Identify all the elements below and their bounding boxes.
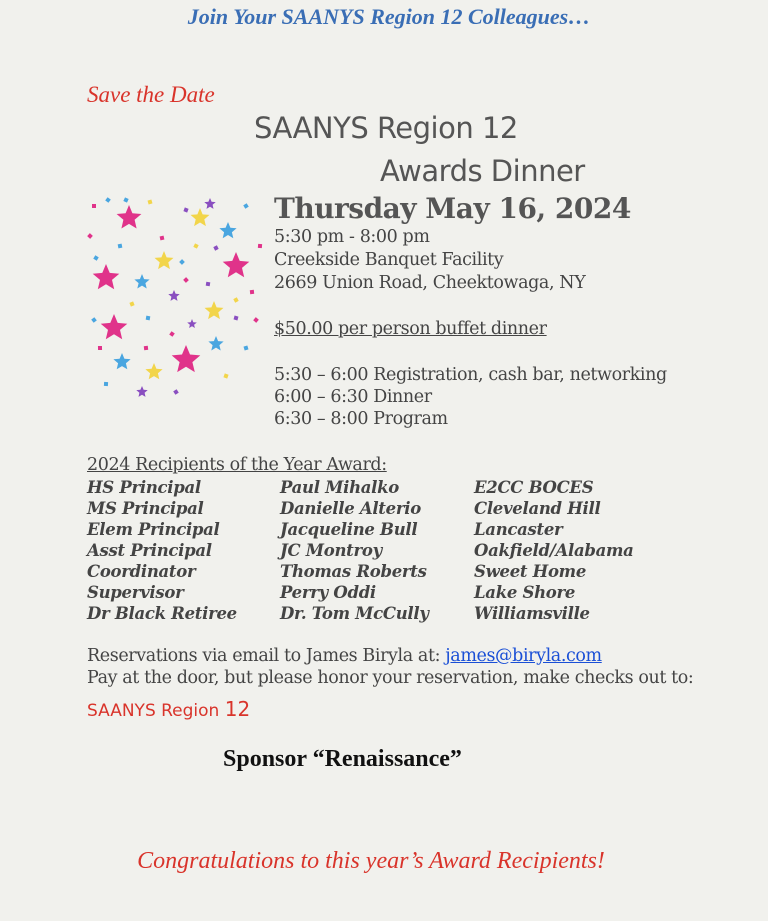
star-icon — [187, 319, 197, 328]
confetti-dot — [104, 382, 108, 386]
confetti-dot — [93, 255, 98, 260]
confetti-dot — [258, 244, 262, 248]
star-icon — [113, 353, 130, 369]
recipients-table — [87, 477, 634, 624]
star-icon — [168, 290, 179, 301]
confetti-dot — [144, 346, 148, 350]
confetti-dot — [234, 316, 239, 321]
event-title-line1: SAANYS Region 12 — [254, 111, 518, 145]
payee-number: 12 — [224, 697, 251, 721]
star-icon — [145, 363, 162, 379]
recipient-org: E2CC BOCES — [474, 478, 594, 497]
recipient-org: Cleveland Hill — [474, 499, 601, 518]
confetti-dot — [87, 233, 93, 239]
confetti-dot — [123, 197, 128, 202]
recipient-org: Lancaster — [474, 520, 563, 539]
recipient-name: Jacqueline Bull — [280, 520, 418, 539]
event-venue: Creekside Banquet Facility — [274, 250, 504, 270]
join-heading: Join Your SAANYS Region 12 Colleagues… — [187, 4, 591, 29]
recipient-org: Williamsville — [474, 604, 590, 623]
confetti-dot — [129, 301, 134, 306]
star-icon — [223, 252, 250, 277]
congratulations-footer: Congratulations to this year’s Award Recipients! — [137, 848, 605, 874]
schedule-item: 6:00 – 6:30 Dinner — [274, 387, 432, 407]
confetti-dot — [223, 373, 228, 378]
recipient-role: Coordinator — [87, 562, 196, 581]
save-the-date: Save the Date — [87, 82, 215, 107]
star-icon — [93, 264, 120, 289]
recipient-name: Paul Mihalko — [280, 478, 399, 497]
confetti-dot — [98, 346, 102, 350]
confetti-stars-image — [84, 186, 264, 401]
table-row — [87, 561, 634, 582]
recipient-org: Lake Shore — [474, 583, 576, 602]
recipient-role: HS Principal — [87, 478, 201, 497]
recipient-org: Oakfield/Alabama — [474, 541, 634, 560]
confetti-dot — [169, 331, 175, 337]
recipient-name: Perry Oddi — [280, 583, 376, 602]
star-icon — [134, 274, 149, 289]
table-row — [87, 477, 634, 498]
payee — [87, 697, 250, 721]
recipient-role: Dr Black Retiree — [87, 604, 237, 623]
confetti-dot — [213, 245, 218, 250]
confetti-dot — [183, 207, 188, 212]
confetti-dot — [173, 389, 179, 395]
confetti-dot — [250, 290, 254, 294]
email-link[interactable]: james@biryla.com — [445, 646, 602, 666]
sponsor-heading: Sponsor “Renaissance” — [223, 746, 462, 772]
star-icon — [155, 251, 174, 269]
star-icon — [101, 314, 128, 339]
star-icon — [117, 205, 142, 229]
reservations-line — [87, 646, 602, 666]
schedule-item: 6:30 – 8:00 Program — [274, 409, 448, 429]
recipient-role: Elem Principal — [87, 520, 220, 539]
recipient-name: JC Montroy — [280, 541, 382, 560]
table-row — [87, 519, 634, 540]
confetti-dot — [233, 297, 238, 302]
table-row — [87, 540, 634, 561]
recipient-org: Sweet Home — [474, 562, 587, 581]
star-icon — [136, 386, 147, 397]
recipient-name: Thomas Roberts — [280, 562, 427, 581]
confetti-dot — [160, 236, 165, 241]
table-row — [87, 603, 634, 624]
star-icon — [191, 208, 210, 226]
event-date: Thursday May 16, 2024 — [274, 192, 631, 225]
confetti-dot — [253, 317, 259, 323]
recipient-role: Asst Principal — [87, 541, 212, 560]
star-icon — [205, 301, 224, 319]
payee-text: SAANYS Region — [87, 701, 225, 721]
confetti-dot — [92, 204, 96, 208]
reservations-text: Reservations via email to James Biryla at: — [87, 646, 446, 666]
table-row — [87, 582, 634, 603]
confetti-dot — [91, 317, 97, 323]
confetti-dot — [148, 200, 153, 205]
confetti-dot — [105, 197, 111, 203]
confetti-dot — [206, 282, 211, 287]
star-icon — [219, 222, 236, 238]
confetti-dot — [179, 259, 185, 265]
confetti-dot — [244, 346, 249, 351]
star-icon — [204, 198, 215, 209]
confetti-dot — [183, 277, 189, 283]
recipient-role: Supervisor — [87, 583, 184, 602]
event-time: 5:30 pm - 8:00 pm — [274, 227, 430, 247]
event-title-line2: Awards Dinner — [380, 154, 585, 188]
recipient-name: Dr. Tom McCully — [280, 604, 429, 623]
star-icon — [172, 345, 201, 372]
confetti-dot — [118, 244, 123, 249]
confetti-dot — [146, 316, 151, 321]
event-price: $50.00 per person buffet dinner — [274, 319, 547, 339]
schedule-item: 5:30 – 6:00 Registration, cash bar, networking — [274, 365, 667, 385]
recipient-name: Danielle Alterio — [280, 499, 421, 518]
star-icon — [208, 336, 223, 351]
table-row — [87, 498, 634, 519]
event-address: 2669 Union Road, Cheektowaga, NY — [274, 273, 586, 293]
confetti-dot — [193, 243, 198, 248]
recipients-heading: 2024 Recipients of the Year Award: — [87, 455, 387, 475]
recipient-role: MS Principal — [87, 499, 204, 518]
confetti-dot — [243, 203, 249, 209]
payment-note: Pay at the door, but please honor your reservation, make checks out to: — [87, 668, 694, 688]
